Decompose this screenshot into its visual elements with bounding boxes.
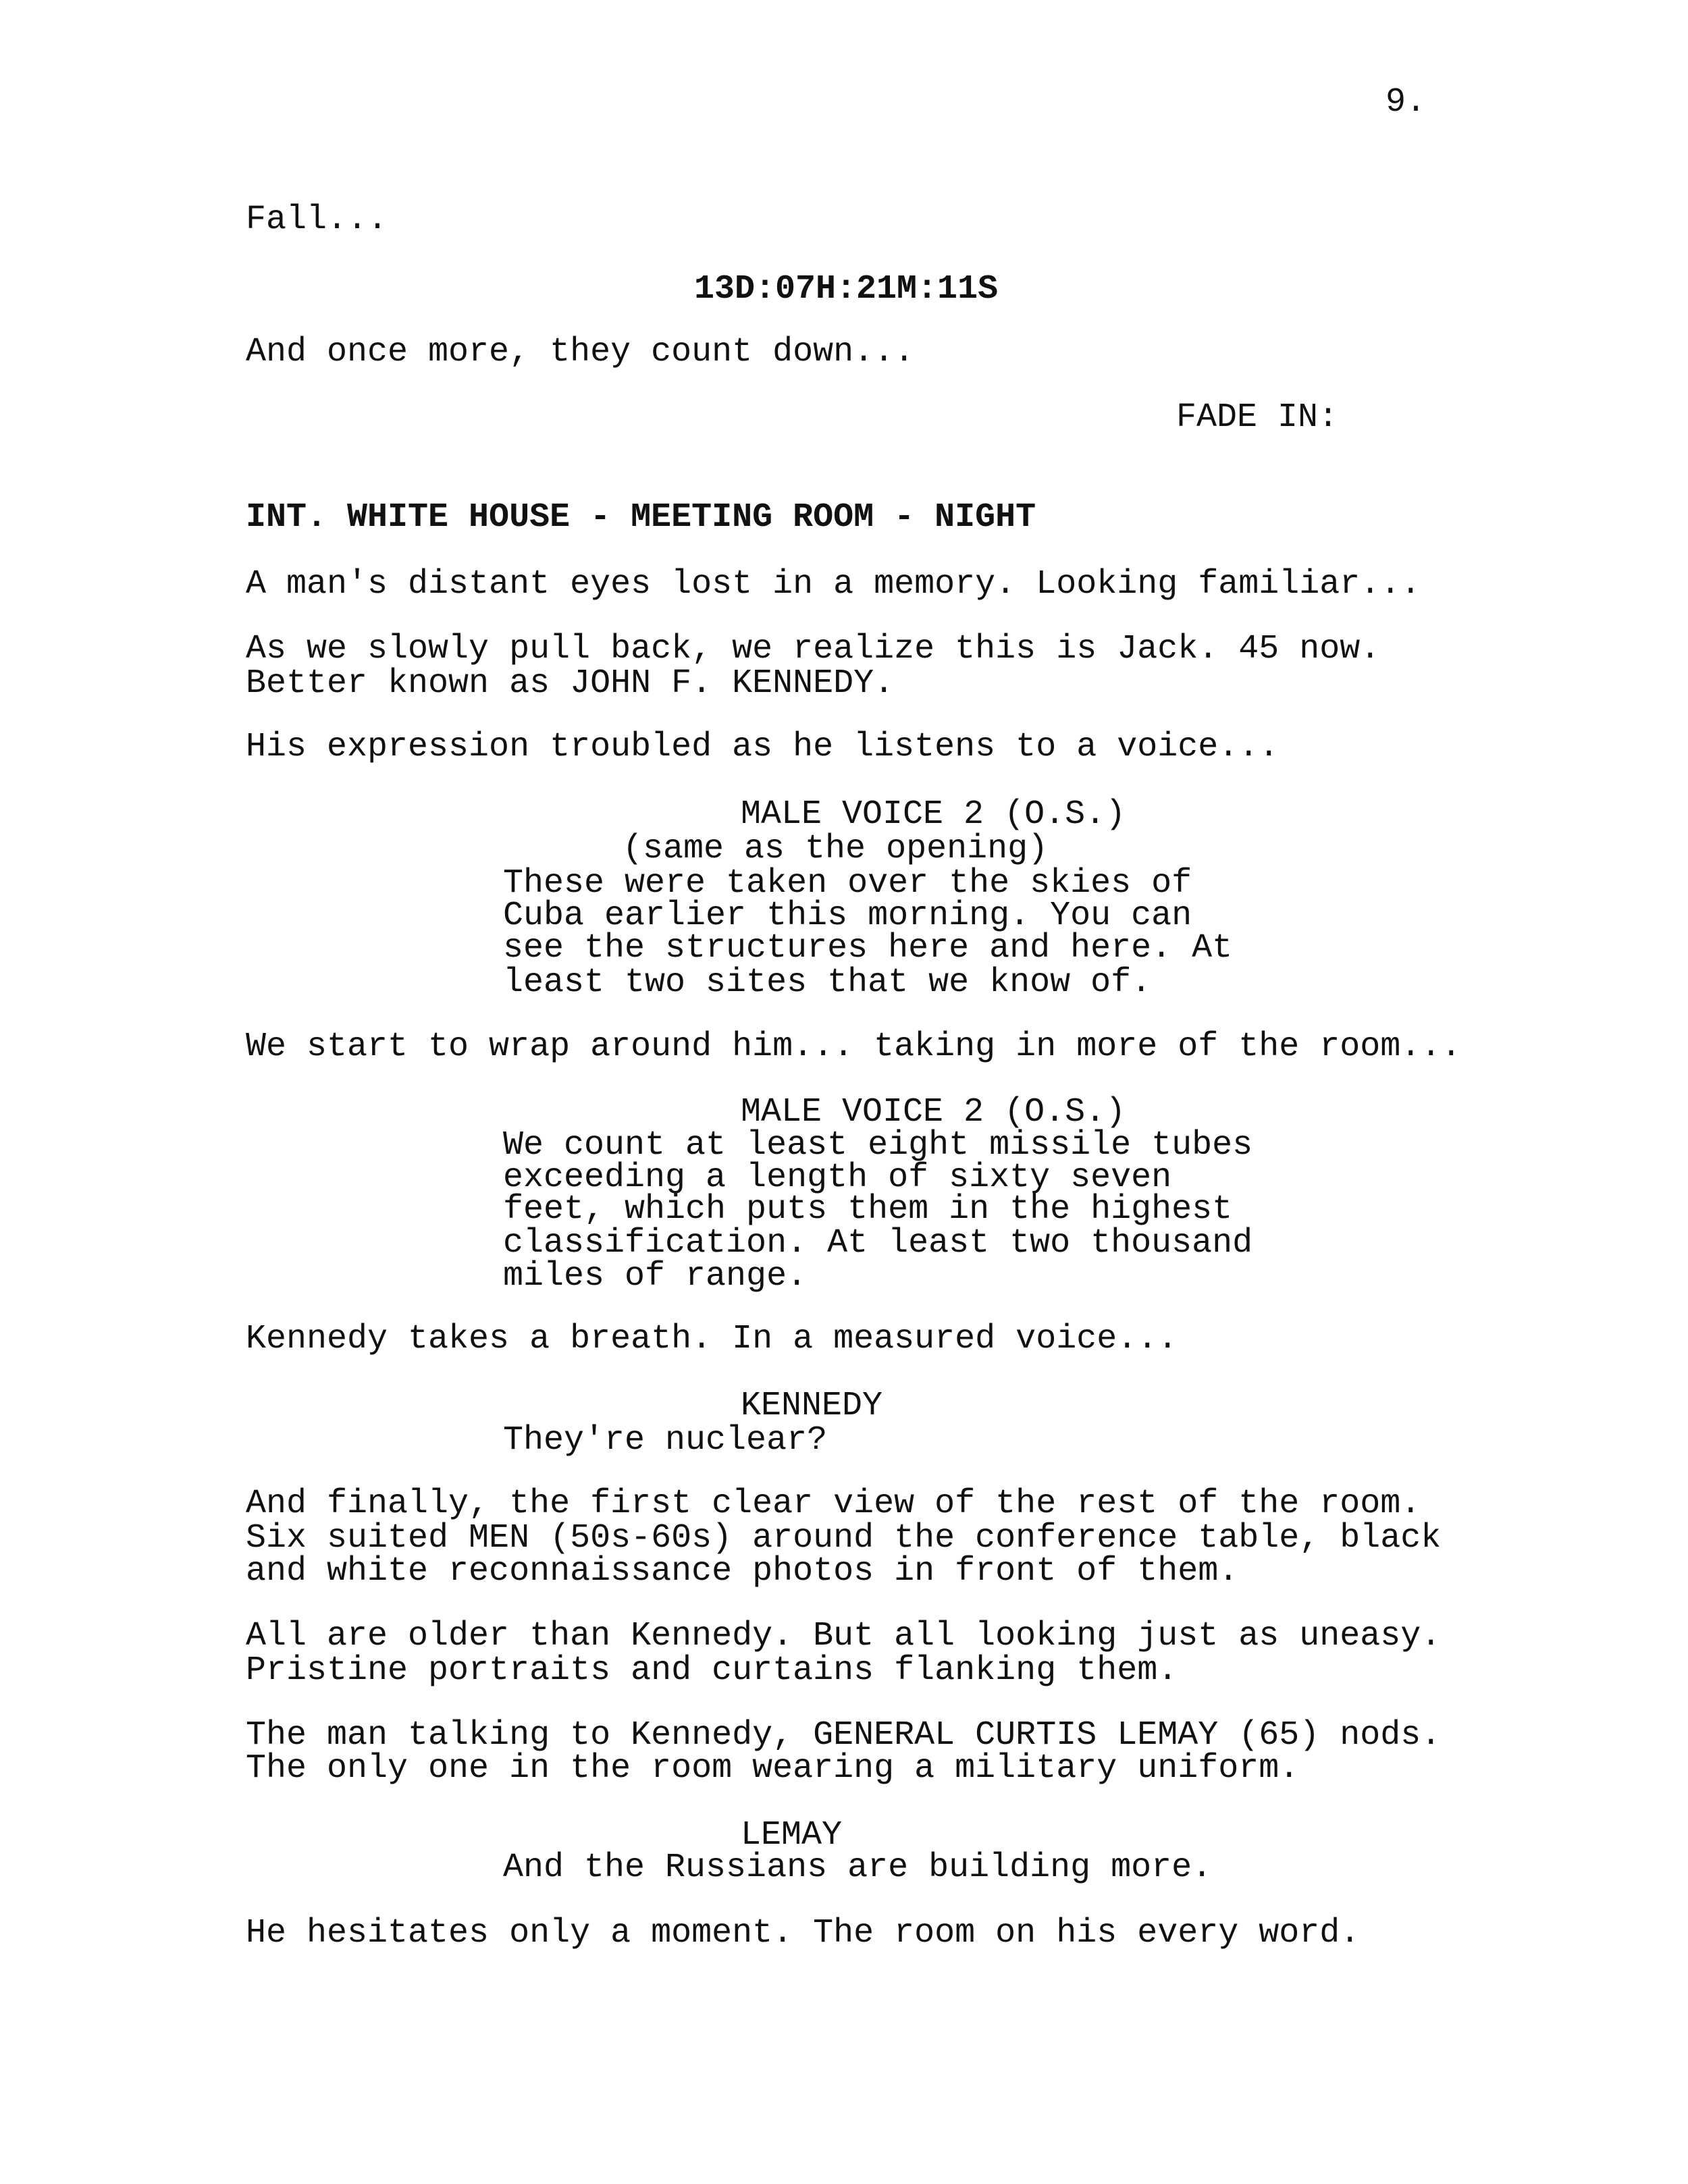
- dialogue-line: classification. At least two thousand: [503, 1224, 1253, 1262]
- dialogue-line: And the Russians are building more.: [503, 1848, 1213, 1887]
- action-line: and white reconnaissance photos in front of them.: [246, 1552, 1239, 1591]
- action-line: Fall...: [246, 201, 388, 239]
- action-line: The only one in the room wearing a military uniform.: [246, 1749, 1300, 1788]
- action-line: And once more, they count down...: [246, 333, 915, 371]
- transition: FADE IN:: [1176, 398, 1339, 437]
- parenthetical: (same as the opening): [623, 830, 1049, 868]
- character-name: LEMAY: [741, 1816, 843, 1855]
- action-line: His expression troubled as he listens to a voice...: [246, 728, 1280, 766]
- dialogue-line: These were taken over the skies of: [503, 864, 1192, 903]
- action-line: Better known as JOHN F. KENNEDY.: [246, 664, 895, 703]
- dialogue-line: feet, which puts them in the highest: [503, 1190, 1233, 1229]
- dialogue-line: We count at least eight missile tubes: [503, 1126, 1253, 1165]
- character-name: KENNEDY: [741, 1387, 883, 1425]
- action-line: Six suited MEN (50s-60s) around the conference table, black: [246, 1519, 1442, 1557]
- scene-heading: INT. WHITE HOUSE - MEETING ROOM - NIGHT: [246, 498, 1036, 537]
- action-line: As we slowly pull back, we realize this is Jack. 45 now.: [246, 630, 1381, 668]
- character-name: MALE VOICE 2 (O.S.): [741, 795, 1126, 834]
- page-number: 9.: [1386, 83, 1427, 122]
- dialogue-line: exceeding a length of sixty seven: [503, 1158, 1172, 1197]
- dialogue-line: Cuba earlier this morning. You can: [503, 897, 1192, 935]
- action-line: The man talking to Kennedy, GENERAL CURTIS LEMAY (65) nods.: [246, 1716, 1442, 1755]
- action-line: Kennedy takes a breath. In a measured voice...: [246, 1320, 1178, 1358]
- dialogue-line: miles of range.: [503, 1257, 808, 1296]
- action-line: A man's distant eyes lost in a memory. Looking familiar...: [246, 565, 1421, 604]
- dialogue-line: They're nuclear?: [503, 1421, 828, 1460]
- character-name: MALE VOICE 2 (O.S.): [741, 1093, 1126, 1131]
- dialogue-line: see the structures here and here. At: [503, 929, 1233, 967]
- countdown-timer: 13D:07H:21M:11S: [694, 270, 999, 309]
- action-line: Pristine portraits and curtains flanking them.: [246, 1651, 1178, 1690]
- dialogue-line: least two sites that we know of.: [503, 963, 1152, 1002]
- action-line: All are older than Kennedy. But all looking just as uneasy.: [246, 1617, 1442, 1655]
- action-line: We start to wrap around him... taking in more of the room...: [246, 1028, 1462, 1066]
- action-line: And finally, the first clear view of the rest of the room.: [246, 1485, 1421, 1523]
- action-line: He hesitates only a moment. The room on his every word.: [246, 1914, 1361, 1952]
